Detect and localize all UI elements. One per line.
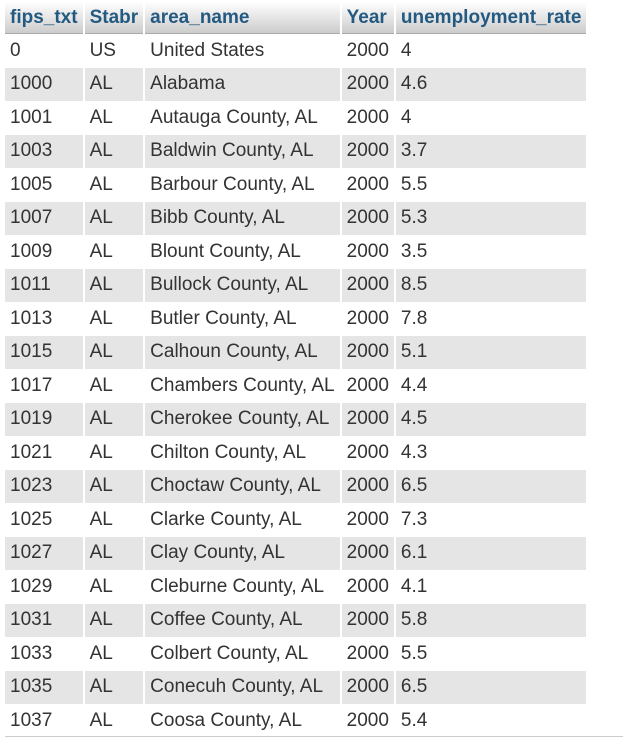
cell-area-name: Autauga County, AL [145,101,339,135]
cell-area-name: Cleburne County, AL [145,570,339,604]
cell-year: 2000 [342,168,394,202]
cell-fips-txt: 1027 [5,537,83,571]
cell-unemployment-rate: 3.7 [396,135,587,169]
cell-stabr: AL [85,604,144,638]
cell-unemployment-rate: 4.4 [396,369,587,403]
cell-area-name: Choctaw County, AL [145,470,339,504]
table-row[interactable] [5,503,586,537]
cell-fips-txt: 1021 [5,436,83,470]
cell-fips-txt: 1003 [5,135,83,169]
cell-stabr: AL [85,470,144,504]
table-row[interactable] [5,269,586,303]
cell-area-name: Blount County, AL [145,235,339,269]
cell-area-name: Bibb County, AL [145,202,339,236]
cell-fips-txt: 1037 [5,704,83,738]
cell-fips-txt: 1009 [5,235,83,269]
cell-stabr: AL [85,570,144,604]
cell-unemployment-rate: 5.1 [396,336,587,370]
cell-stabr: AL [85,704,144,738]
cell-unemployment-rate: 6.5 [396,470,587,504]
cell-area-name: Coosa County, AL [145,704,339,738]
cell-fips-txt: 1015 [5,336,83,370]
cell-fips-txt: 1025 [5,503,83,537]
cell-stabr: AL [85,537,144,571]
cell-area-name: Calhoun County, AL [145,336,339,370]
cell-fips-txt: 1001 [5,101,83,135]
cell-year: 2000 [342,269,394,303]
cell-area-name: Chilton County, AL [145,436,339,470]
cell-unemployment-rate: 3.5 [396,235,587,269]
table-row[interactable] [5,68,586,102]
cell-area-name: Alabama [145,68,339,102]
cell-unemployment-rate: 4 [396,101,587,135]
cell-area-name: Clay County, AL [145,537,339,571]
cell-fips-txt: 1011 [5,269,83,303]
cell-year: 2000 [342,604,394,638]
table-row[interactable] [5,403,586,437]
cell-area-name: Chambers County, AL [145,369,339,403]
table-row[interactable] [5,537,586,571]
cell-unemployment-rate: 4.6 [396,68,587,102]
cell-stabr: AL [85,336,144,370]
table-row[interactable] [5,436,586,470]
cell-fips-txt: 1007 [5,202,83,236]
cell-stabr: AL [85,637,144,671]
cell-area-name: Conecuh County, AL [145,671,339,705]
cell-year: 2000 [342,68,394,102]
cell-area-name: Colbert County, AL [145,637,339,671]
cell-stabr: AL [85,369,144,403]
table-row[interactable] [5,604,586,638]
cell-unemployment-rate: 5.8 [396,604,587,638]
cell-year: 2000 [342,470,394,504]
table-header [5,2,586,34]
cell-stabr: AL [85,302,144,336]
cell-area-name: Baldwin County, AL [145,135,339,169]
cell-area-name: Bullock County, AL [145,269,339,303]
cell-year: 2000 [342,537,394,571]
column-header-fips-txt[interactable]: fips_txt [5,2,83,34]
cell-stabr: AL [85,403,144,437]
cell-year: 2000 [342,336,394,370]
table-row[interactable] [5,302,586,336]
query-results [5,2,623,738]
cell-area-name: Clarke County, AL [145,503,339,537]
cell-fips-txt: 1017 [5,369,83,403]
cell-stabr: US [85,34,144,68]
cell-fips-txt: 1023 [5,470,83,504]
cell-unemployment-rate: 5.3 [396,202,587,236]
cell-stabr: AL [85,101,144,135]
table-row[interactable] [5,570,586,604]
cell-year: 2000 [342,34,394,68]
cell-fips-txt: 1000 [5,68,83,102]
cell-stabr: AL [85,671,144,705]
cell-fips-txt: 1019 [5,403,83,437]
cell-fips-txt: 1029 [5,570,83,604]
cell-stabr: AL [85,235,144,269]
cell-year: 2000 [342,403,394,437]
table-row[interactable] [5,235,586,269]
table-row[interactable] [5,470,586,504]
column-header-stabr[interactable]: Stabr [85,2,144,34]
cell-fips-txt: 1031 [5,604,83,638]
cell-stabr: AL [85,436,144,470]
cell-unemployment-rate: 7.8 [396,302,587,336]
cell-year: 2000 [342,503,394,537]
cell-year: 2000 [342,202,394,236]
cell-unemployment-rate: 5.5 [396,168,587,202]
cell-unemployment-rate: 8.5 [396,269,587,303]
table-row[interactable] [5,168,586,202]
cell-stabr: AL [85,269,144,303]
cell-year: 2000 [342,369,394,403]
cell-fips-txt: 1033 [5,637,83,671]
cell-stabr: AL [85,168,144,202]
cell-unemployment-rate: 6.1 [396,537,587,571]
cell-year: 2000 [342,436,394,470]
cell-area-name: Butler County, AL [145,302,339,336]
column-header-area-name[interactable]: area_name [145,2,339,34]
table-row[interactable] [5,101,586,135]
cell-unemployment-rate: 4.5 [396,403,587,437]
table-row[interactable] [5,369,586,403]
cell-unemployment-rate: 4.3 [396,436,587,470]
header-row [5,2,586,34]
cell-stabr: AL [85,68,144,102]
column-header-year[interactable]: Year [342,2,394,34]
cell-year: 2000 [342,671,394,705]
cell-year: 2000 [342,570,394,604]
cell-area-name: United States [145,34,339,68]
cell-year: 2000 [342,101,394,135]
cell-fips-txt: 1035 [5,671,83,705]
cell-year: 2000 [342,302,394,336]
table-body [5,34,586,738]
cell-area-name: Cherokee County, AL [145,403,339,437]
cell-stabr: AL [85,503,144,537]
cell-stabr: AL [85,135,144,169]
cell-unemployment-rate: 6.5 [396,671,587,705]
cell-year: 2000 [342,704,394,738]
cell-year: 2000 [342,637,394,671]
cell-area-name: Coffee County, AL [145,604,339,638]
table-row[interactable] [5,637,586,671]
cell-year: 2000 [342,135,394,169]
table-row[interactable] [5,202,586,236]
cell-fips-txt: 1013 [5,302,83,336]
cell-unemployment-rate: 5.5 [396,637,587,671]
cell-fips-txt: 1005 [5,168,83,202]
table-bottom-divider [5,736,623,737]
table-row[interactable] [5,671,586,705]
cell-unemployment-rate: 7.3 [396,503,587,537]
table-row[interactable] [5,135,586,169]
table-row[interactable] [5,336,586,370]
cell-stabr: AL [85,202,144,236]
cell-unemployment-rate: 5.4 [396,704,587,738]
cell-fips-txt: 0 [5,34,83,68]
cell-unemployment-rate: 4 [396,34,587,68]
results-table [3,2,588,738]
table-row[interactable] [5,704,586,738]
table-row[interactable] [5,34,586,68]
column-header-unemployment-rate[interactable]: unemployment_rate [396,2,587,34]
cell-unemployment-rate: 4.1 [396,570,587,604]
cell-year: 2000 [342,235,394,269]
cell-area-name: Barbour County, AL [145,168,339,202]
